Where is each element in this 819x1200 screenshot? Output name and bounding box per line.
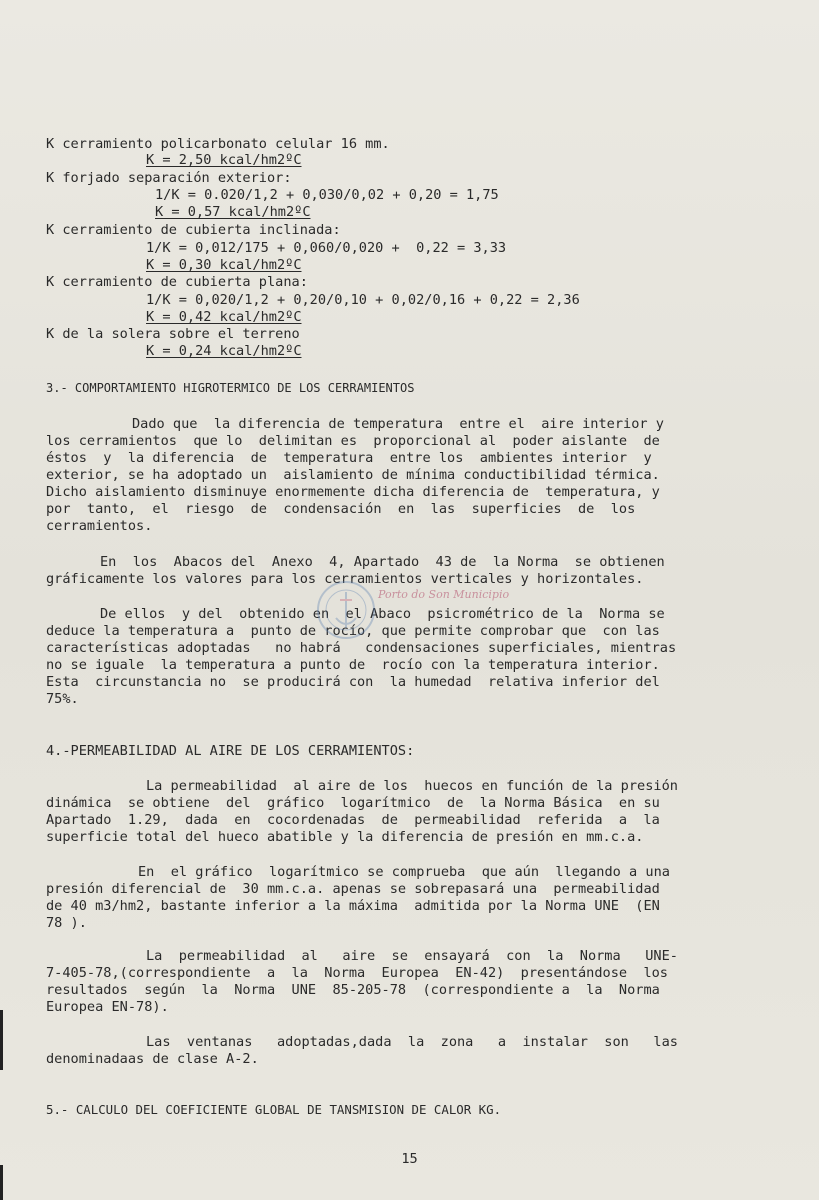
k-cubierta-inclinada-formula: 1/K = 0,012/175 + 0,060/0,020 + 0,22 = 3,33 bbox=[146, 240, 507, 256]
s4-p1-line3: Apartado 1.29, dada en cocordenadas de permeabilidad referida a la bbox=[46, 812, 660, 828]
s3-p2-line2: gráficamente los valores para los cerramientos verticales y horizontales. bbox=[46, 571, 644, 587]
k-policarbonato-value: K = 2,50 kcal/hm2ºC bbox=[146, 152, 302, 168]
k-cubierta-plana-formula: 1/K = 0,020/1,2 + 0,20/0,10 + 0,02/0,16 + 0,22 = 2,36 bbox=[146, 292, 580, 308]
municipal-seal-icon bbox=[314, 578, 378, 642]
s3-p1-line7: cerramientos. bbox=[46, 518, 153, 534]
s3-p1-line4: exterior, se ha adoptado un aislamiento de mínima conductibilidad térmica. bbox=[46, 467, 660, 483]
k-solera-value: K = 0,24 kcal/hm2ºC bbox=[146, 343, 302, 359]
s3-p1-line6: por tanto, el riesgo de condensación en las superficies de los bbox=[46, 501, 636, 517]
s4-p3-line1: La permeabilidad al aire se ensayará con la Norma UNE- bbox=[146, 948, 678, 964]
s3-p1-line1: Dado que la diferencia de temperatura entre el aire interior y bbox=[132, 416, 664, 432]
s4-p1-line1: La permeabilidad al aire de los huecos en función de la presión bbox=[146, 778, 678, 794]
binding-mark bbox=[0, 1165, 3, 1200]
s3-p1-line2: los cerramientos que lo delimitan es proporcional al poder aislante de bbox=[46, 433, 660, 449]
s4-p4-line1: Las ventanas adoptadas,dada la zona a instalar son las bbox=[146, 1034, 678, 1050]
s4-p2-line3: de 40 m3/hm2, bastante inferior a la máxima admitida por la Norma UNE (EN bbox=[46, 898, 660, 914]
s3-p2-line1: En los Abacos del Anexo 4, Apartado 43 de la Norma se obtienen bbox=[100, 554, 665, 570]
page-number: 15 bbox=[401, 1151, 418, 1167]
k-solera-label: K de la solera sobre el terreno bbox=[46, 326, 300, 342]
k-policarbonato-label: K cerramiento policarbonato celular 16 mm. bbox=[46, 136, 390, 152]
k-forjado-value: K = 0,57 kcal/hm2ºC bbox=[155, 204, 311, 220]
s4-p2-line4: 78 ). bbox=[46, 915, 87, 931]
s4-p2-line2: presión diferencial de 30 mm.c.a. apenas se sobrepasará una permeabilidad bbox=[46, 881, 660, 897]
s3-p3-line1: De ellos y del obtenido en el Abaco psicrométrico de la Norma se bbox=[100, 606, 665, 622]
s3-p1-line5: Dicho aislamiento disminuye enormemente dicha diferencia de temperatura, y bbox=[46, 484, 660, 500]
k-forjado-formula: 1/K = 0.020/1,2 + 0,030/0,02 + 0,20 = 1,75 bbox=[155, 187, 499, 203]
k-cubierta-plana-value: K = 0,42 kcal/hm2ºC bbox=[146, 309, 302, 325]
s3-p3-line3: características adoptadas no habrá condensaciones superficiales, mientras bbox=[46, 640, 677, 656]
k-cubierta-plana-label: K cerramiento de cubierta plana: bbox=[46, 274, 308, 290]
k-forjado-label: K forjado separación exterior: bbox=[46, 170, 292, 186]
s4-p2-line1: En el gráfico logarítmico se comprueba que aún llegando a una bbox=[138, 864, 670, 880]
section-3-heading: 3.- COMPORTAMIENTO HIGROTERMICO DE LOS CERRAMIENTOS bbox=[46, 381, 415, 395]
k-cubierta-inclinada-value: K = 0,30 kcal/hm2ºC bbox=[146, 257, 302, 273]
section-4-heading: 4.-PERMEABILIDAD AL AIRE DE LOS CERRAMIENTOS: bbox=[46, 743, 415, 759]
k-cubierta-inclinada-label: K cerramiento de cubierta inclinada: bbox=[46, 222, 341, 238]
stamp-text: Porto do Son Municipio bbox=[378, 588, 510, 601]
s4-p4-line2: denominadaas de clase A-2. bbox=[46, 1051, 259, 1067]
s4-p1-line4: superficie total del hueco abatible y la diferencia de presión en mm.c.a. bbox=[46, 829, 644, 845]
s3-p3-line2: deduce la temperatura a punto de rocío, que permite comprobar que con las bbox=[46, 623, 660, 639]
section-5-heading: 5.- CALCULO DEL COEFICIENTE GLOBAL DE TANSMISION DE CALOR KG. bbox=[46, 1102, 502, 1117]
s4-p3-line2: 7-405-78,(correspondiente a la Norma Europea EN-42) presentándose los bbox=[46, 965, 668, 981]
s4-p3-line3: resultados según la Norma UNE 85-205-78 (correspondiente a la Norma bbox=[46, 982, 660, 998]
s4-p3-line4: Europea EN-78). bbox=[46, 999, 169, 1015]
s3-p3-line6: 75%. bbox=[46, 691, 79, 707]
s3-p1-line3: éstos y la diferencia de temperatura entre los ambientes interior y bbox=[46, 450, 652, 466]
binding-mark bbox=[0, 1010, 3, 1070]
s4-p1-line2: dinámica se obtiene del gráfico logarítmico de la Norma Básica en su bbox=[46, 795, 660, 811]
s3-p3-line4: no se iguale la temperatura a punto de rocío con la temperatura interior. bbox=[46, 657, 660, 673]
s3-p3-line5: Esta circunstancia no se producirá con la humedad relativa inferior del bbox=[46, 674, 660, 690]
